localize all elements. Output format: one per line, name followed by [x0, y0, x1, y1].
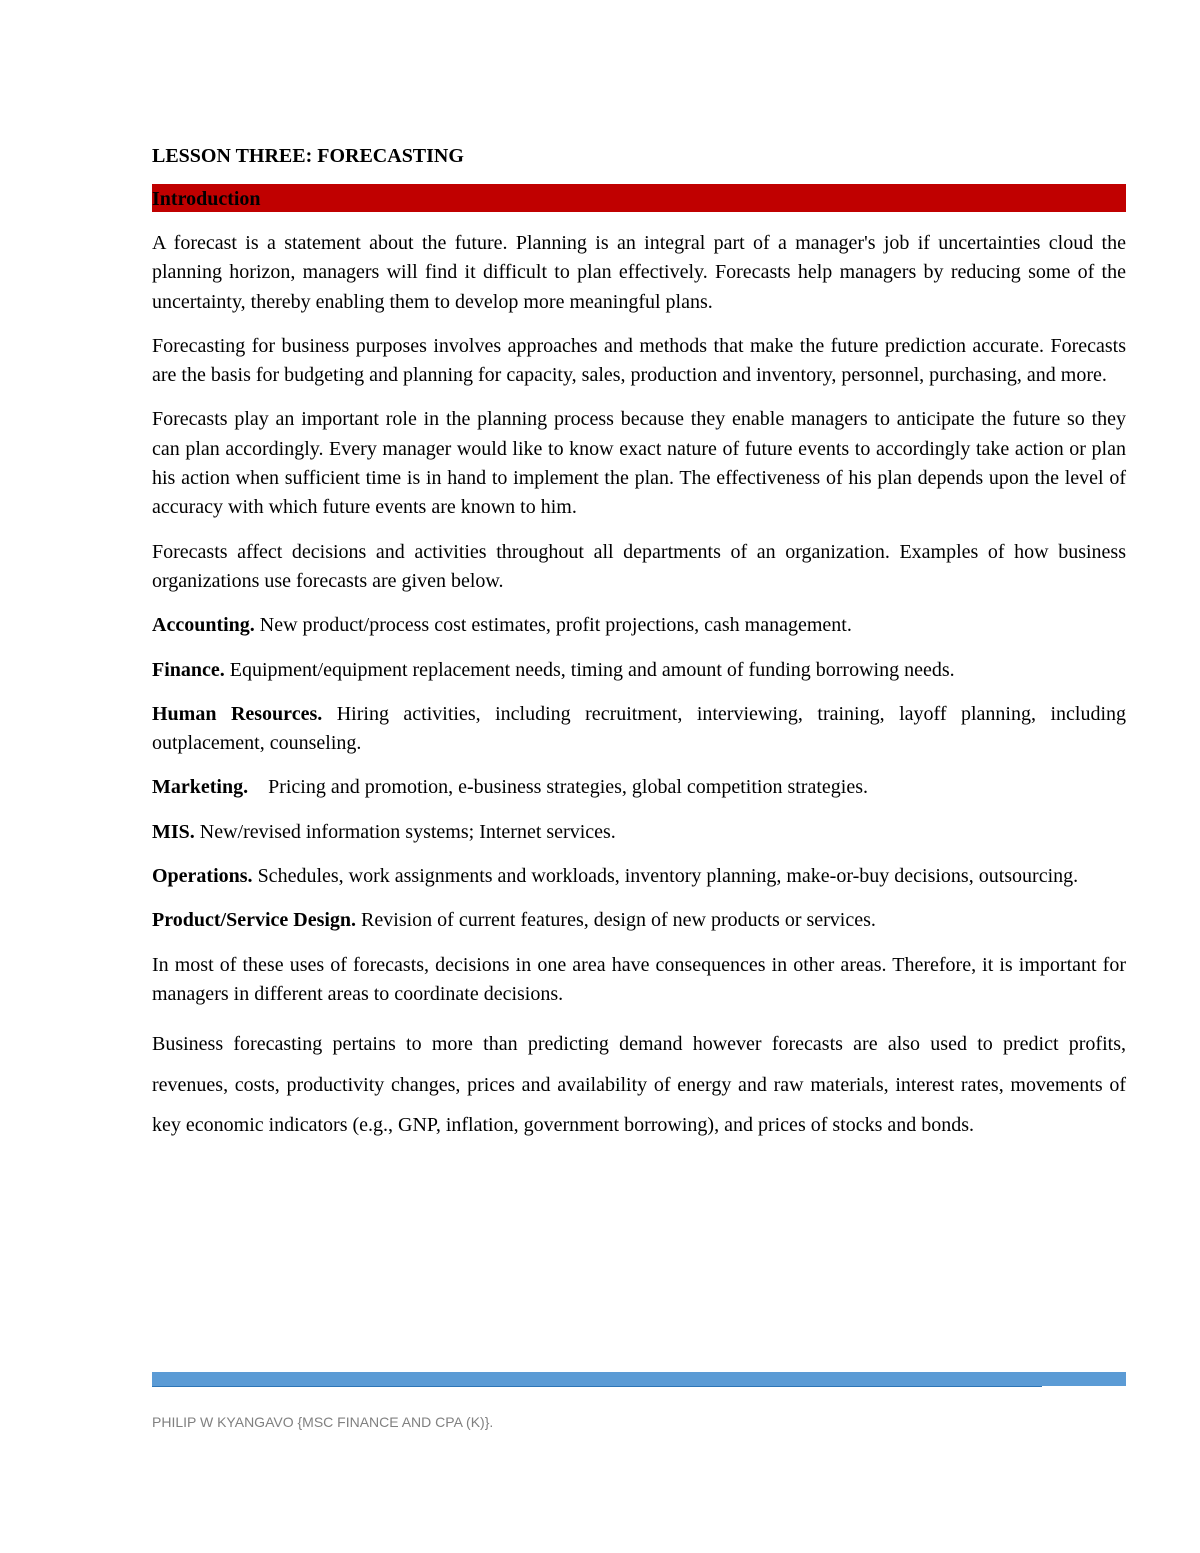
paragraph-1: A forecast is a statement about the future. Planning is an integral part of a manager's job if uncertainties cloud the planning horizon, managers will find it difficult to plan effectively. Forecasts help managers by reducing some of the uncertainty, thereby enabling them to develop more meaningful plans. [152, 232, 1126, 313]
lesson-title: LESSON THREE: FORECASTING [152, 145, 464, 167]
department-name: Marketing. [152, 776, 249, 799]
paragraph-4: Forecasts affect decisions and activities throughout all departments of an organization. Examples of how business organizations use forecasts are given below. [152, 540, 1126, 592]
department-name: Product/Service Design. [152, 909, 357, 932]
department-text: New/revised information systems; Internet services. [194, 820, 616, 843]
department-human-resources [152, 700, 1126, 759]
department-finance [152, 656, 1126, 685]
department-name: Human Resources. [152, 702, 323, 725]
department-name: Operations. [152, 865, 253, 888]
department-name: Finance. [152, 658, 225, 681]
department-product-service-design [152, 906, 1126, 935]
department-text: Revision of current features, design of new products or services. [356, 909, 876, 932]
department-text: Schedules, work assignments and workloads, inventory planning, make-or-buy decisions, outsourcing. [252, 865, 1079, 888]
department-name: MIS. [152, 820, 195, 843]
footer-rule [152, 1372, 1126, 1386]
department-mis [152, 818, 1126, 847]
page-body [152, 142, 1126, 1146]
paragraph-3: Forecasts play an important role in the planning process because they enable managers to anticipate the future so they can plan accordingly. Every manager would like to know exact nature of future events to accordingly take action or plan his action when sufficient time is in hand to implement the plan. The effectiveness of his plan depends upon the level of accuracy with which future events are known to him. [152, 408, 1126, 519]
department-text: Equipment/equipment replacement needs, timing and amount of funding borrowing needs. [224, 658, 955, 681]
section-heading-introduction: Introduction [152, 184, 1126, 212]
department-text: New product/process cost estimates, profit projections, cash management. [254, 614, 852, 637]
department-marketing [152, 773, 1126, 802]
closing-paragraph-2: Business forecasting pertains to more than predicting demand however forecasts are also used to predict profits, revenues, costs, productivity changes, prices and availability of energy and raw materials, interest rates, movements of key economic indicators (e.g., GNP, inflation, government borrowing), and prices of stocks and bonds. [152, 1033, 1126, 1137]
department-operations [152, 862, 1126, 891]
closing-paragraph-1: In most of these uses of forecasts, decisions in one area have consequences in other areas. Therefore, it is important for managers in different areas to coordinate decisions. [152, 953, 1126, 1005]
footer-author: PHILIP W KYANGAVO {MSC FINANCE AND CPA (K)}. [152, 1414, 494, 1430]
paragraph-2: Forecasting for business purposes involves approaches and methods that make the future prediction accurate. Forecasts are the basis for budgeting and planning for capacity, sales, production and inventory, personnel, purchasing, and more. [152, 334, 1126, 387]
department-text: Hiring activities, including recruitment, interviewing, training, layoff planning, including outplacement, counseling. [152, 702, 1126, 755]
footer-rule-line [152, 1386, 1042, 1387]
department-name: Accounting. [152, 614, 255, 637]
department-accounting [152, 611, 1126, 640]
department-text: Pricing and promotion, e-business strategies, global competition strategies. [248, 776, 868, 799]
